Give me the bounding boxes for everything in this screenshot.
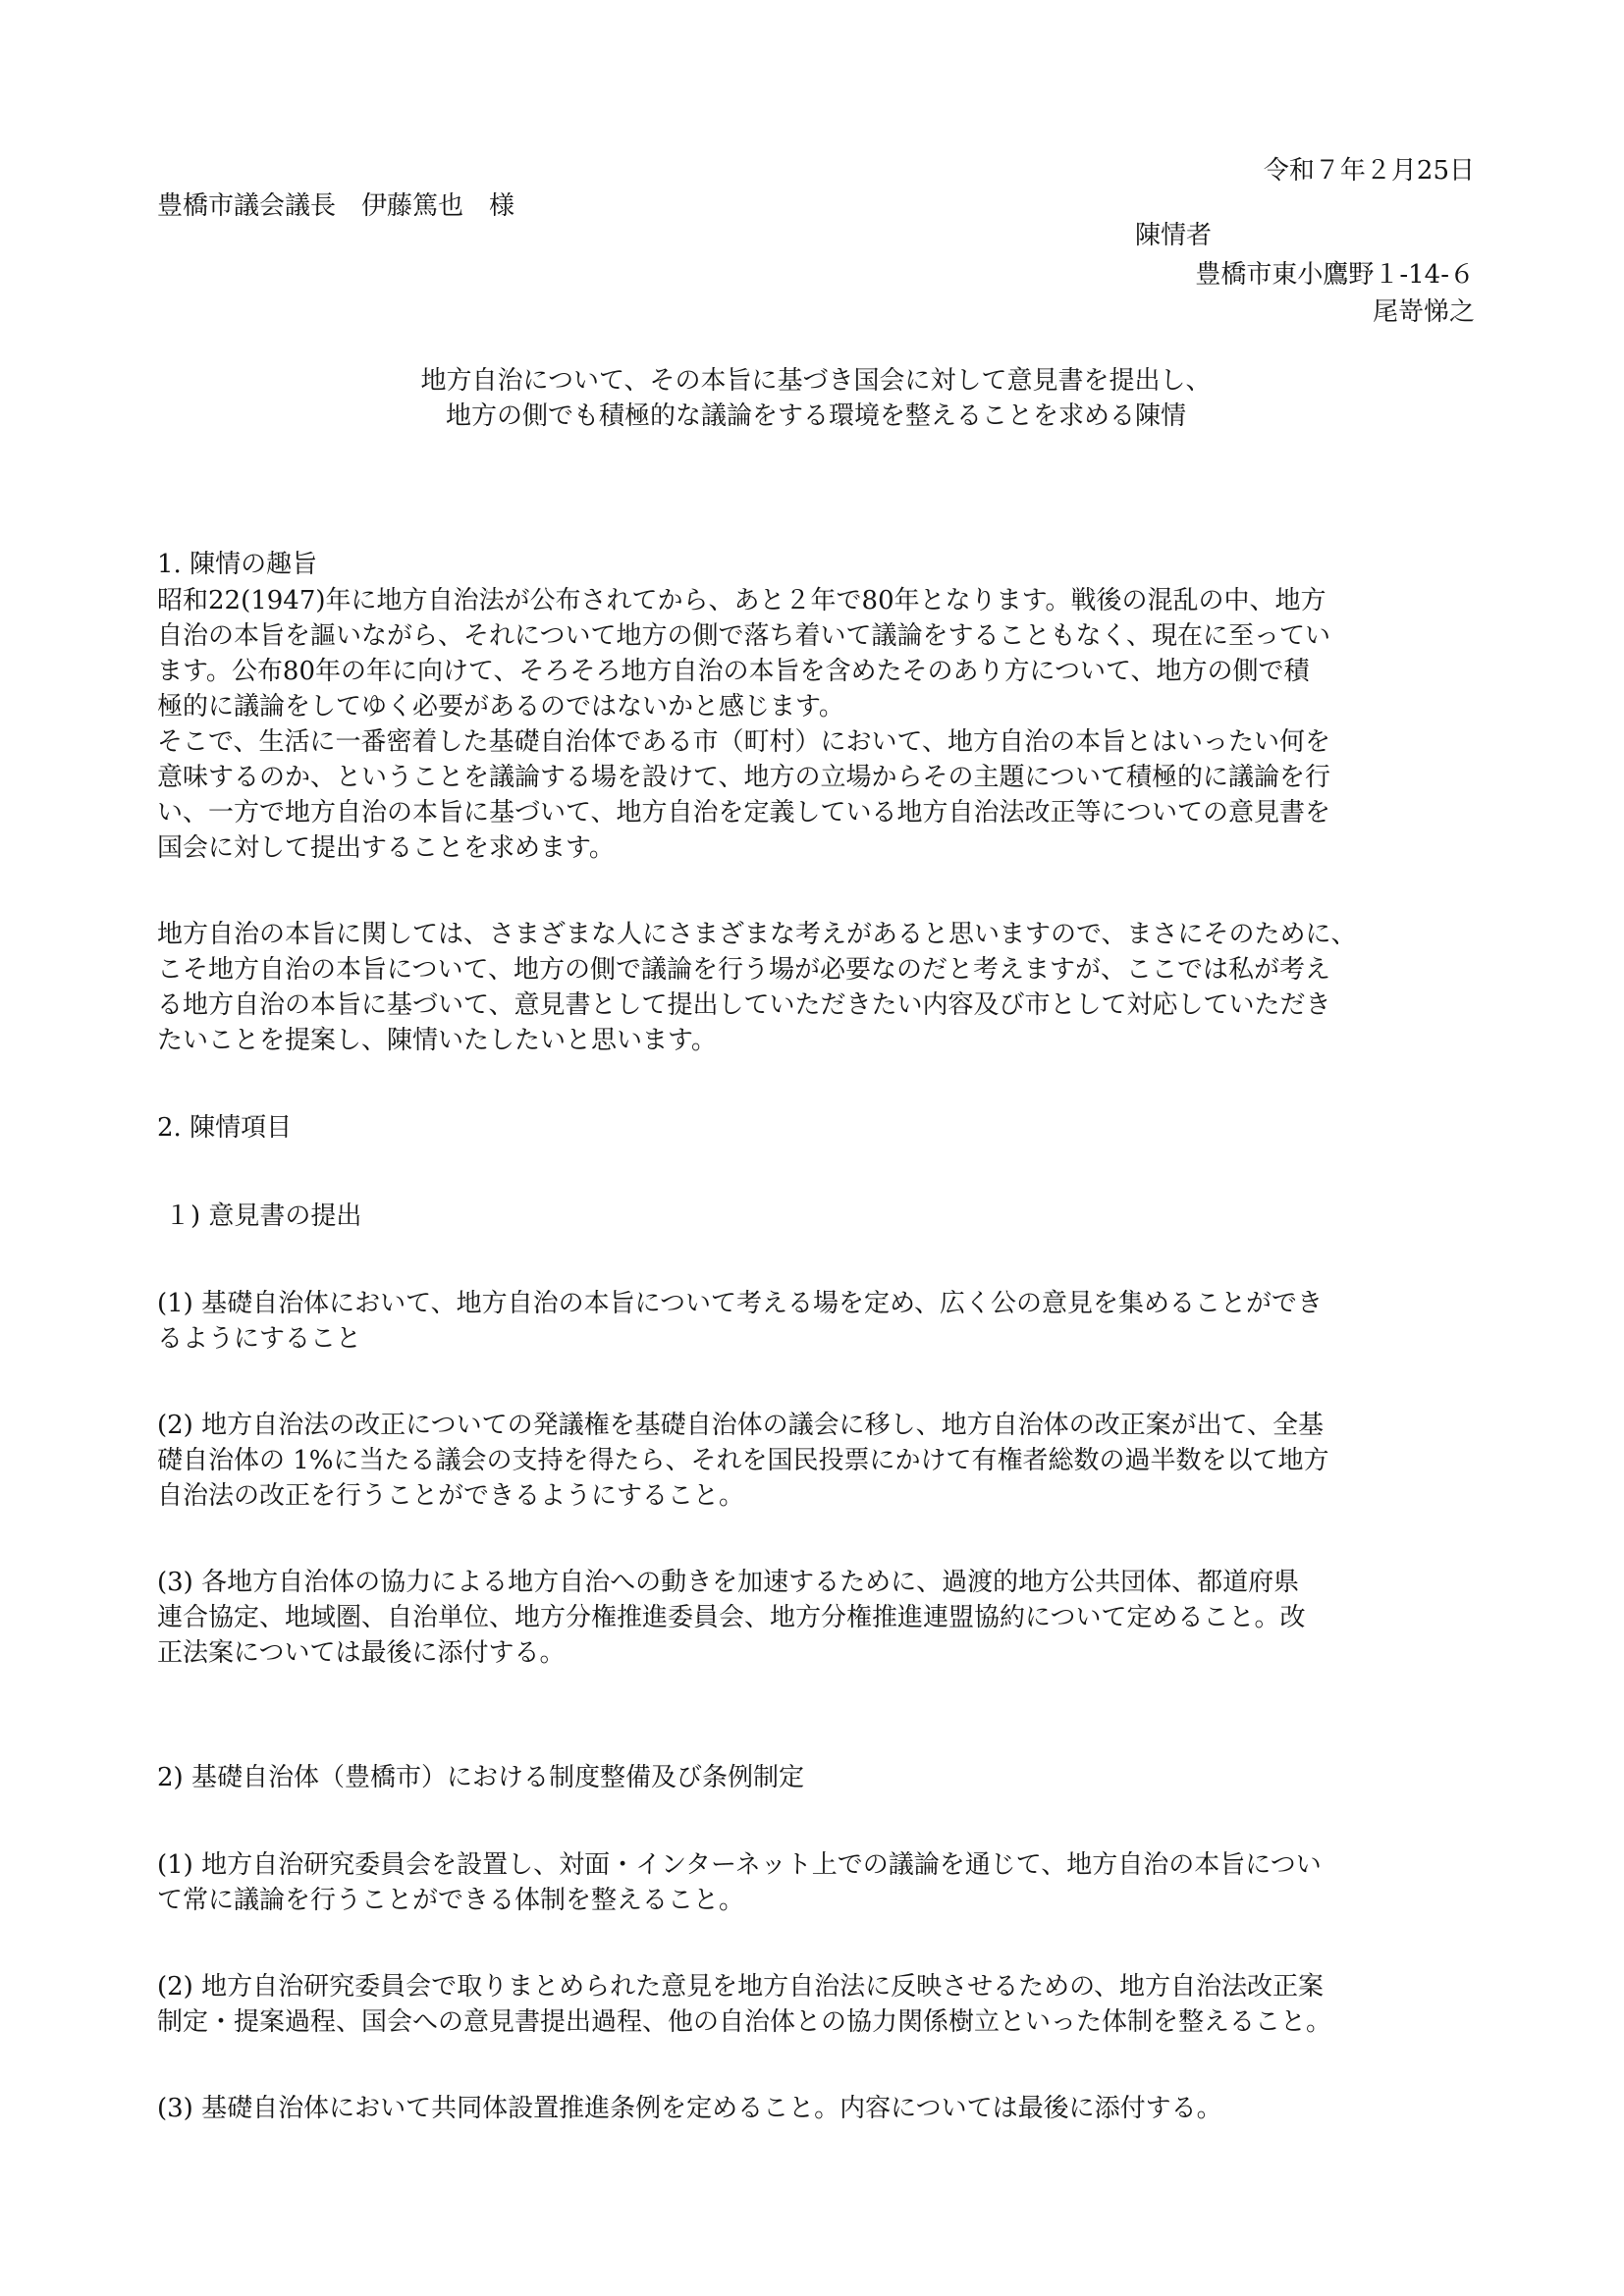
text-line: い、一方で地方自治の本旨に基づいて、地方自治を定義している地方自治法改正等についての意見書を — [157, 798, 1330, 828]
subsection-heading-opinion: １) 意見書の提出 — [165, 1201, 362, 1231]
text-line: る地方自治の本旨に基づいて、意見書として提出していただきたい内容及び市として対応していただき — [157, 990, 1331, 1020]
addressee: 豊橋市議会議長 伊藤篤也 様 — [157, 191, 515, 221]
text-line: 意味するのか、ということを議論する場を設けて、地方の立場からその主題について積極的に議論を行 — [157, 763, 1330, 792]
text-line: ます。公布80年の年に向けて、そろそろ地方自治の本旨を含めたそのあり方について、地方の側で積 — [157, 657, 1310, 686]
text-line: 自治の本旨を謳いながら、それについて地方の側で落ち着いて議論をすることもなく、現在に至ってい — [157, 621, 1330, 651]
text-line: て常に議論を行うことができる体制を整えること。 — [157, 1886, 745, 1915]
text-line: 昭和22(1947)年に地方自治法が公布されてから、あと２年で80年となります。戦後の混乱の中、地方 — [157, 586, 1326, 615]
text-line: (2) 地方自治研究委員会で取りまとめられた意見を地方自治法に反映させるための、地方自治法改正案 — [157, 1972, 1325, 2002]
item-opinion-2 — [157, 1408, 1475, 1514]
text-line: 連合協定、地域圏、自治単位、地方分権推進委員会、地方分権推進連盟協約について定めること。改 — [157, 1603, 1306, 1632]
petitioner-name: 尾嵜悌之 — [1372, 297, 1475, 327]
text-line: (2) 地方自治法の改正についての発議権を基礎自治体の議会に移し、地方自治体の改正案が出て、全基 — [157, 1411, 1325, 1440]
text-line: 国会に対して提出することを求めます。 — [157, 833, 615, 863]
petitioner-label: 陳情者 — [1135, 221, 1213, 250]
text-line: 正法案については最後に添付する。 — [157, 1638, 566, 1668]
text-line: こそ地方自治の本旨について、地方の側で議論を行う場が必要なのだと考えますが、ここでは私が考え — [157, 955, 1330, 985]
item-opinion-3 — [157, 1565, 1475, 1671]
text-line: 地方自治の本旨に関しては、さまざまな人にさまざまな考えがあると思いますので、まさにそのために、 — [157, 920, 1357, 949]
text-line: たいことを提案し、陳情いたしたいと思います。 — [157, 1026, 717, 1055]
section-heading-items: 2. 陳情項目 — [157, 1113, 293, 1143]
text-line: そこで、生活に一番密着した基礎自治体である市（町村）において、地方自治の本旨とはいったい何を — [157, 727, 1330, 757]
title-line: 地方の側でも積極的な議論をする環境を整えることを求める陳情 — [445, 401, 1186, 431]
text-line: るようにすること — [157, 1324, 362, 1354]
text-line: (1) 地方自治研究委員会を設置し、対面・インターネット上での議論を通じて、地方自治の本旨につい — [157, 1850, 1322, 1880]
item-system-1 — [157, 1847, 1475, 1918]
item-system-2 — [157, 1969, 1475, 2040]
document-body — [157, 546, 1475, 2126]
text-line: (1) 基礎自治体において、地方自治の本旨について考える場を定め、広く公の意見を集めることができ — [157, 1289, 1324, 1318]
item-opinion-1 — [157, 1286, 1475, 1357]
title-line: 地方自治について、その本旨に基づき国会に対して意見書を提出し、 — [420, 366, 1212, 396]
document-title — [157, 363, 1475, 434]
document-date: 令和７年２月25日 — [1263, 156, 1475, 186]
subsection-heading-system: 2) 基礎自治体（豊橋市）における制度整備及び条例制定 — [157, 1763, 804, 1792]
text-line: (3) 各地方自治体の協力による地方自治への動きを加速するために、過渡的地方公共団体、都道府県 — [157, 1568, 1300, 1597]
text-line: 礎自治体の 1%に当たる議会の支持を得たら、それを国民投票にかけて有権者総数の過半数を以て地方 — [157, 1446, 1329, 1475]
item-system-3 — [157, 2091, 1475, 2126]
petitioner-address: 豊橋市東小鷹野１-14-６ — [1195, 260, 1475, 290]
text-line: (3) 基礎自治体において共同体設置推進条例を定めること。内容については最後に添付する。 — [157, 2094, 1222, 2123]
text-line: 制定・提案過程、国会への意見書提出過程、他の自治体との協力関係樹立といった体制を整えること。 — [157, 2007, 1332, 2037]
text-line: 極的に議論をしてゆく必要があるのではないかと感じます。 — [157, 692, 844, 721]
section-heading-purpose: 1. 陳情の趣旨 — [157, 550, 318, 579]
purpose-paragraph-1 — [157, 583, 1475, 866]
text-line: 自治法の改正を行うことができるようにすること。 — [157, 1481, 745, 1511]
purpose-paragraph-2 — [157, 917, 1475, 1058]
